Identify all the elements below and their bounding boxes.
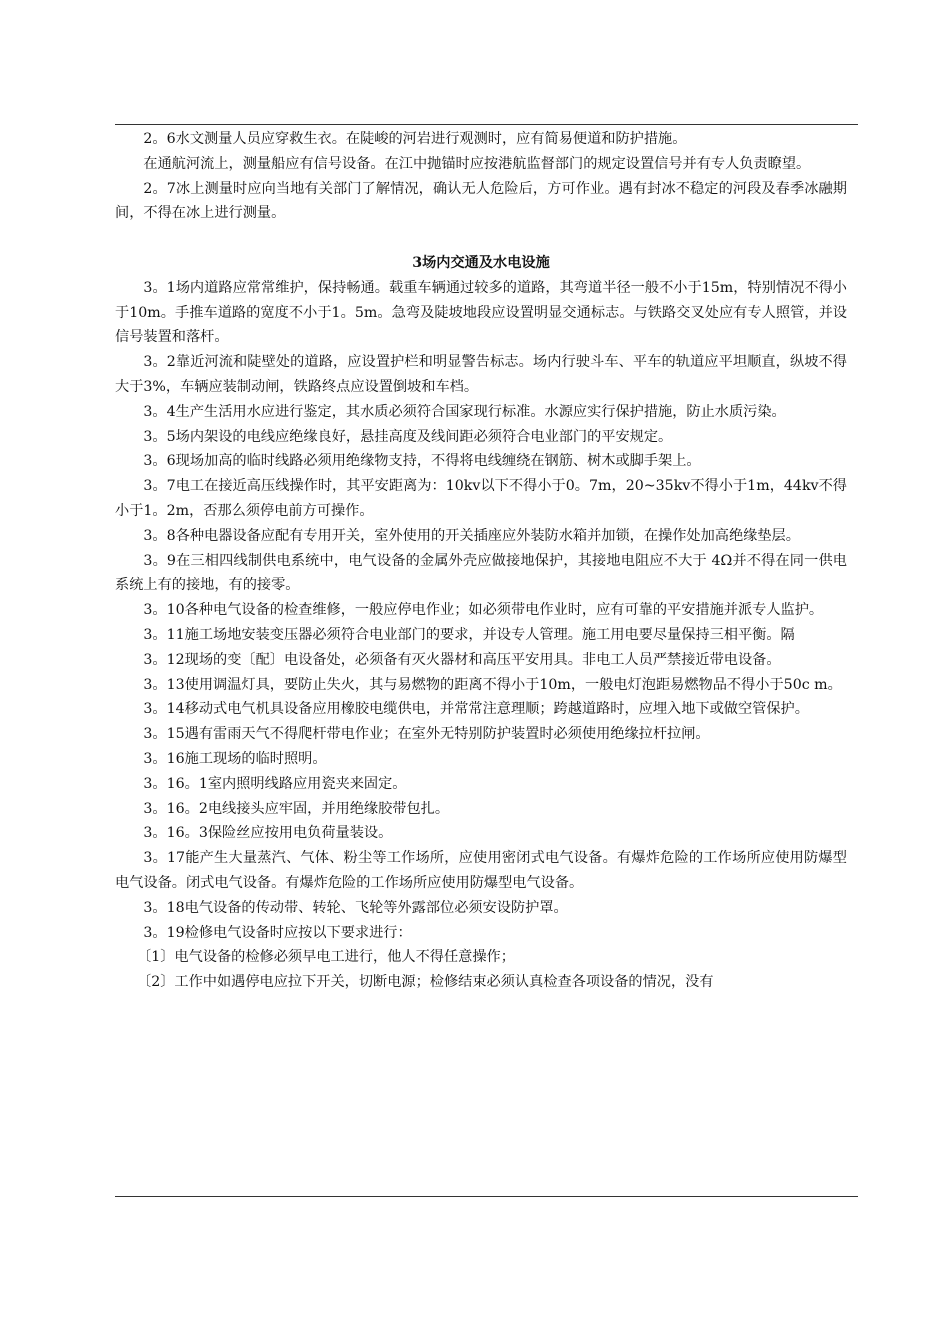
paragraph-3-11: 3。11施工场地安装变压器必须符合电业部门的要求，并设专人管理。施工用电要尽量保持三相平衡。隔 (143, 626, 795, 643)
paragraph-3-1: 3。1场内道路应常常维护，保持畅通。载重车辆通过较多的道路，其弯道半径一般不小于15m，特别情况不得小于10m。手推车道路的宽度不小于1。5m。急弯及陡坡地段应设置明显交通标志。与铁路交叉处应有专人照管，并设信号装置和落杆。 (115, 279, 847, 346)
paragraph-3-15: 3。15遇有雷雨天气不得爬杆带电作业；在室外无特别防护装置时必须使用绝缘拉杆拉闸。 (143, 726, 710, 743)
paragraph-3-16-3: 3。16。3保险丝应按用电负荷量装设。 (143, 825, 393, 842)
paragraph-3-17: 3。17能产生大量蒸汽、气体、粉尘等工作场所，应使用密闭式电气设备。有爆炸危险的工作场所应使用防爆型电气设备。闭式电气设备。有爆炸危险的工作场所应使用防爆型电气设备。 (115, 850, 847, 891)
paragraph-3-9: 3。9在三相四线制供电系统中，电气设备的金属外壳应做接地保护，其接地电阻应不大于 4Ω并不得在同一供电系统上有的接地，有的接零。 (115, 552, 847, 594)
paragraph-3-4: 3。4生产生活用水应进行鉴定，其水质必须符合国家现行标准。水源应实行保护措施，防止水质污染。 (143, 403, 786, 420)
paragraph-3-6: 3。6现场加高的临时线路必须用绝缘物支持，不得将电线缠绕在钢筋、树木或脚手架上。 (143, 453, 701, 470)
footer-rule (115, 1196, 858, 1197)
paragraph-3-19: 3。19检修电气设备时应按以下要求进行： (143, 924, 412, 941)
paragraph-3-7: 3。7电工在接近高压线操作时，其平安距离为：10kv以下不得小于0。7m，20~35kv不得小于1m，44kv不得小于1。2m，否那么须停电前方可操作。 (115, 478, 847, 519)
paragraph-3-5: 3。5场内架设的电线应绝缘良好，悬挂高度及线间距必须符合电业部门的平安规定。 (143, 428, 673, 445)
paragraph-3-16-1: 3。16。1室内照明线路应用瓷夹来固定。 (143, 775, 407, 792)
paragraph-2-7: 2。7冰上测量时应向当地有关部门了解情况，确认无人危险后，方可作业。遇有封冰不稳定的河段及春季冰融期间，不得在冰上进行测量。 (115, 180, 847, 222)
paragraph-navigation: 在通航河流上，测量船应有信号设备。在江中抛锚时应按港航监督部门的规定设置信号并有专人负责瞭望。 (143, 155, 811, 172)
section-gap (115, 226, 847, 251)
document-body (115, 127, 847, 995)
section-heading: 3场内交通及水电设施 (412, 254, 550, 271)
paragraph-3-8: 3。8各种电器设备应配有专用开关，室外使用的开关插座应外装防水箱并加锁，在操作处加高绝缘垫层。 (143, 527, 800, 544)
paragraph-3-2: 3。2靠近河流和陡壁处的道路，应设置护栏和明显警告标志。场内行驶斗车、平车的轨道应平坦顺直，纵坡不得大于3%，车辆应装制动闸，铁路终点应设置倒坡和车档。 (115, 354, 847, 395)
header-rule (115, 124, 858, 125)
list-item-1: 〔1〕电气设备的检修必须早电工进行，他人不得任意操作； (137, 949, 515, 966)
paragraph-3-12: 3。12现场的变〔配〕电设备处，必须备有灭火器材和高压平安用具。非电工人员严禁接近带电设备。 (143, 651, 781, 668)
paragraph-2-6: 2。6水文测量人员应穿救生衣。在陡峻的河岩进行观测时，应有简易便道和防护措施。 (143, 131, 687, 147)
paragraph-3-16-2: 3。16。2电线接头应牢固，并用绝缘胶带包扎。 (143, 800, 450, 817)
paragraph-3-16: 3。16施工现场的临时照明。 (143, 750, 327, 767)
paragraph-3-14: 3。14移动式电气机具设备应用橡胶电缆供电，并常常注意理顺；跨越道路时，应埋入地下或做空管保护。 (143, 701, 809, 718)
paragraph-3-13: 3。13使用调温灯具，要防止失火，其与易燃物的距离不得小于10m，一般电灯泡距易燃物品不得小于50c m。 (143, 676, 842, 693)
paragraph-3-18: 3。18电气设备的传动带、转轮、飞轮等外露部位必须安设防护罩。 (143, 899, 568, 916)
list-item-2: 〔2〕工作中如遇停电应拉下开关，切断电源；检修结束必须认真检查各项设备的情况，没有 (137, 974, 714, 991)
paragraph-3-10: 3。10各种电气设备的检查维修，一般应停电作业；如必须带电作业时，应有可靠的平安措施并派专人监护。 (143, 602, 824, 619)
